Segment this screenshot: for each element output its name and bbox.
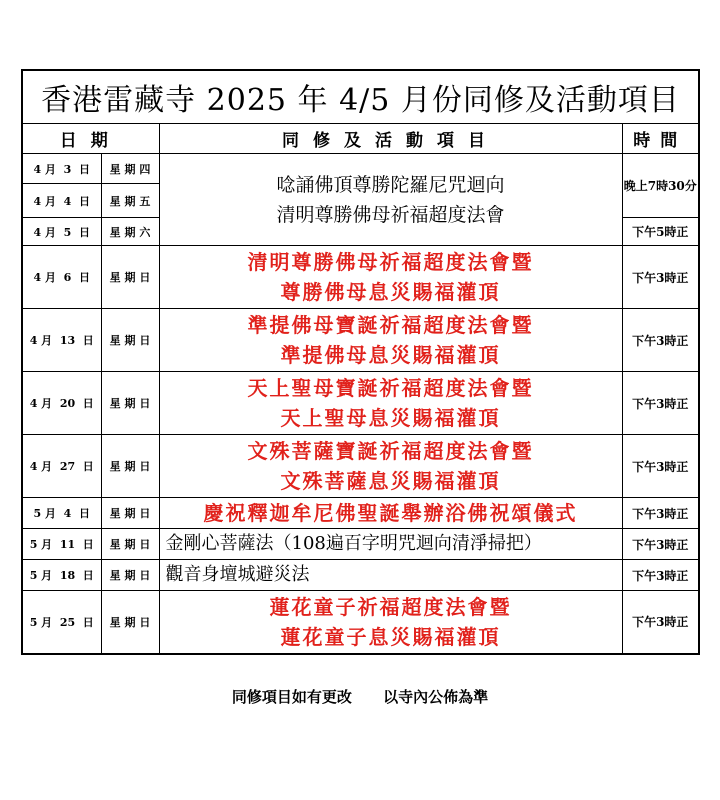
row-date: 4 月 27 日 — [22, 435, 101, 498]
row-date: 4 月 4 日 — [22, 184, 101, 218]
table-row — [22, 246, 699, 309]
schedule-sheet — [21, 69, 698, 655]
header-activity: 同修及活動項目 — [159, 124, 622, 154]
row-activity — [159, 246, 622, 309]
row-date: 4 月 6 日 — [22, 246, 101, 309]
activity-line: 天上聖母寶誕祈福超度法會暨 — [247, 376, 534, 400]
row-date: 5 月 18 日 — [22, 560, 101, 591]
table-row — [22, 154, 699, 184]
row-time: 下午3時正 — [622, 498, 699, 529]
row-activity — [159, 309, 622, 372]
row-time: 下午5時正 — [622, 218, 699, 246]
row-time: 下午3時正 — [622, 560, 699, 591]
activity-line: 準提佛母寶誕祈福超度法會暨 — [247, 313, 534, 337]
schedule-table — [21, 69, 700, 655]
row-time: 下午3時正 — [622, 529, 699, 560]
activity-line: 觀音身壇城避災法 — [165, 564, 310, 585]
row-weekday: 星 期 日 — [101, 498, 159, 529]
table-row — [22, 498, 699, 529]
row-weekday: 星 期 六 — [101, 218, 159, 246]
table-row — [22, 309, 699, 372]
row-date: 4 月 20 日 — [22, 372, 101, 435]
header-time: 時間 — [622, 124, 699, 154]
row-weekday: 星 期 日 — [101, 309, 159, 372]
activity-line: 蓮花童子息災賜福灌頂 — [280, 624, 501, 649]
activity-line: 文殊菩薩息災賜福灌頂 — [280, 469, 501, 493]
footer-note: 同修項目如有更改 以寺內公佈為準 — [231, 688, 489, 706]
row-time: 下午3時正 — [622, 435, 699, 498]
table-row — [22, 435, 699, 498]
row-activity — [159, 154, 622, 246]
row-date: 4 月 3 日 — [22, 154, 101, 184]
row-date: 5 月 11 日 — [22, 529, 101, 560]
activity-line: 尊勝佛母息災賜福灌頂 — [280, 280, 501, 304]
page-title: 香港雷藏寺 2025 年 4/5 月份同修及活動項目 — [22, 70, 699, 124]
row-activity — [159, 498, 622, 529]
row-time: 下午3時正 — [622, 591, 699, 654]
table-row — [22, 560, 699, 591]
row-time: 下午3時正 — [622, 309, 699, 372]
row-time: 下午3時正 — [622, 246, 699, 309]
row-activity — [159, 591, 622, 654]
row-weekday: 星 期 日 — [101, 246, 159, 309]
row-date: 4 月 5 日 — [22, 218, 101, 246]
row-activity — [159, 560, 622, 591]
row-activity — [159, 435, 622, 498]
row-date: 5 月 25 日 — [22, 591, 101, 654]
row-date: 5 月 4 日 — [22, 498, 101, 529]
row-date: 4 月 13 日 — [22, 309, 101, 372]
activity-line: 清明尊勝佛母祈福超度法會暨 — [247, 250, 534, 274]
activity-line: 準提佛母息災賜福灌頂 — [280, 343, 501, 367]
row-weekday: 星 期 日 — [101, 435, 159, 498]
activity-line: 天上聖母息災賜福灌頂 — [280, 406, 501, 430]
row-weekday: 星 期 日 — [101, 529, 159, 560]
header-date: 日期 — [22, 124, 159, 154]
row-activity — [159, 372, 622, 435]
activity-line: 慶祝釋迦牟尼佛聖誕舉辦浴佛祝頌儀式 — [203, 501, 578, 525]
table-row — [22, 529, 699, 560]
row-weekday: 星 期 日 — [101, 591, 159, 654]
table-header — [22, 124, 699, 154]
activity-line: 文殊菩薩寶誕祈福超度法會暨 — [247, 439, 534, 463]
row-time: 下午3時正 — [622, 372, 699, 435]
row-activity — [159, 529, 622, 560]
activity-line: 清明尊勝佛母祈福超度法會 — [276, 203, 505, 226]
row-weekday: 星 期 日 — [101, 372, 159, 435]
row-time: 晚上7時30分 — [622, 154, 699, 218]
table-row — [22, 372, 699, 435]
table-row — [22, 591, 699, 654]
row-weekday: 星 期 五 — [101, 184, 159, 218]
row-weekday: 星 期 日 — [101, 560, 159, 591]
activity-line: 唸誦佛頂尊勝陀羅尼咒迴向 — [276, 173, 505, 196]
activity-line: 蓮花童子祈福超度法會暨 — [269, 594, 512, 619]
row-weekday: 星 期 四 — [101, 154, 159, 184]
activity-line: 金剛心菩薩法（108遍百字明咒迴向清淨掃把） — [165, 533, 542, 554]
